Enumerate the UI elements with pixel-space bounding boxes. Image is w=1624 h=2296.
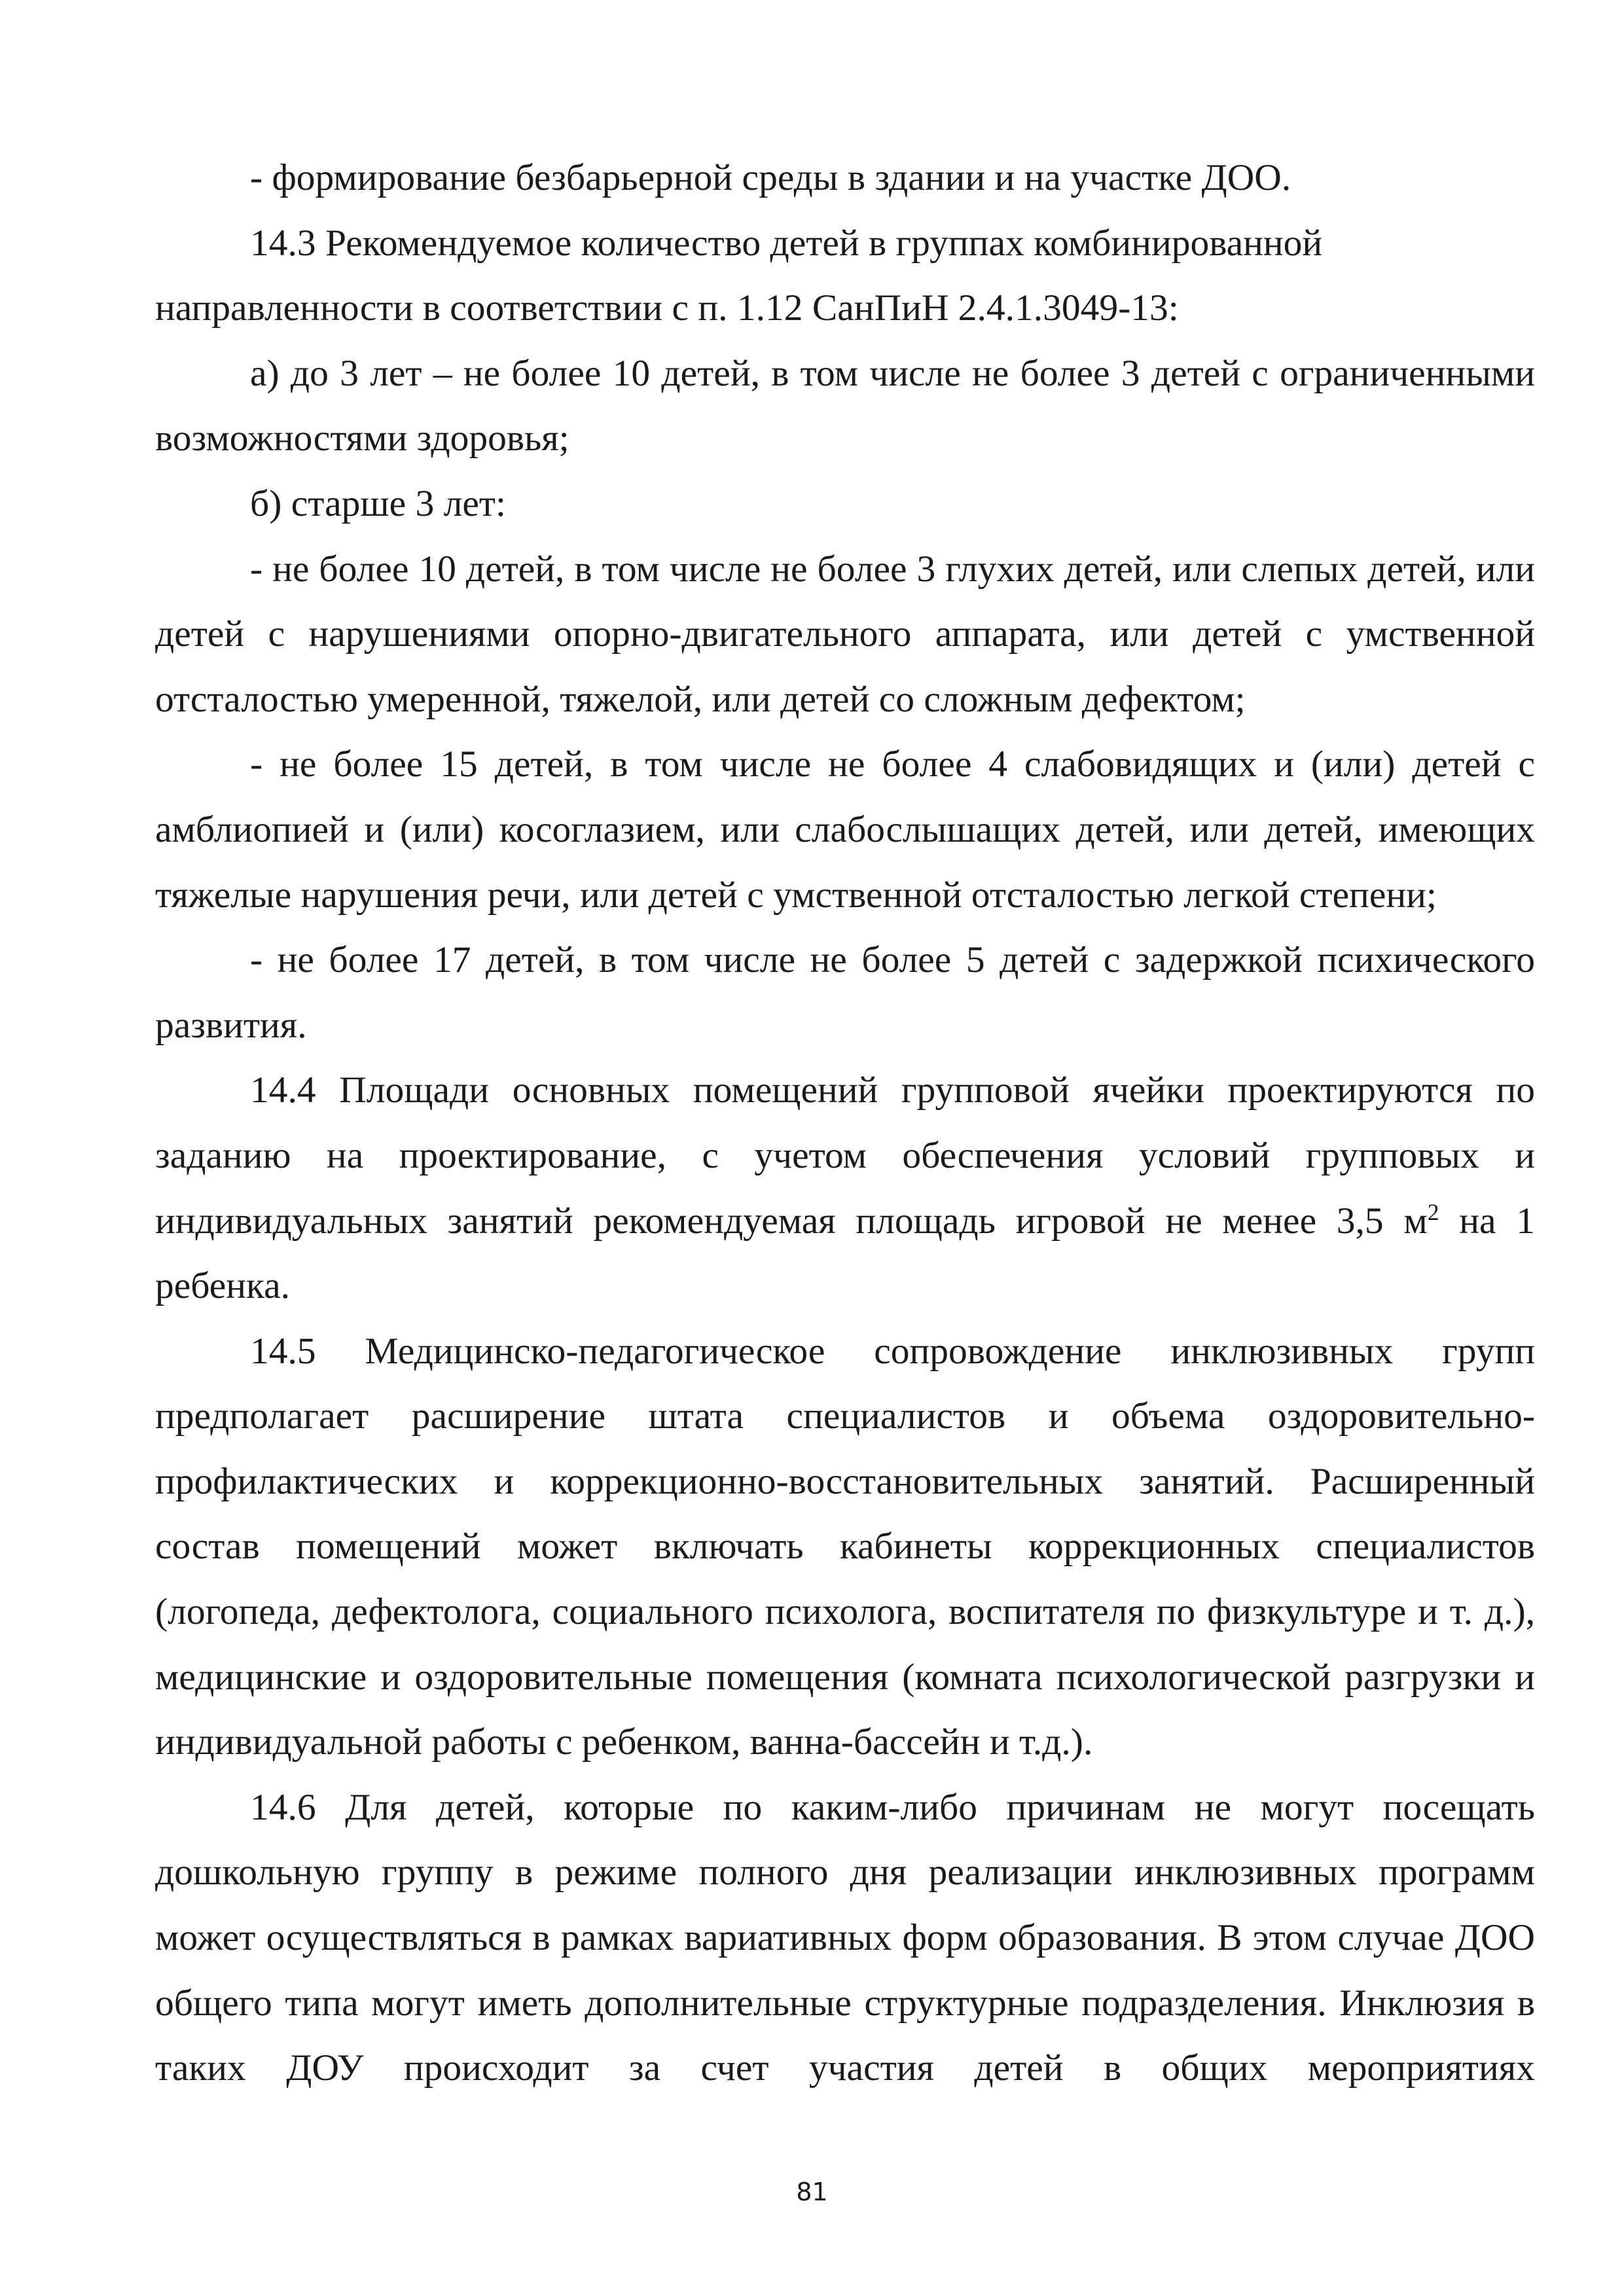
- paragraph-max-17: - не более 17 детей, в том числе не более 5 детей с задержкой психического развития.: [155, 939, 1535, 1046]
- paragraph-barrier-free: - формирование безбарьерной среды в здании и на участке ДОО.: [250, 157, 1291, 198]
- square-meter-superscript: 2: [1427, 1198, 1439, 1225]
- paragraph-14-6: 14.6 Для детей, которые по каким-либо причинам не могут посещать дошкольную группу в режиме полного дня реализации инклюзивных программ может осуществляться в рамках вариативных форм образования. В этом случае ДОО общего типа могут иметь дополнительные структурные подразделения. Инклюзия в таких ДОУ происходит за счет участия детей в общих мероприятиях: [155, 1786, 1535, 2089]
- paragraph-under-3: а) до 3 лет – не более 10 детей, в том числе не более 3 детей с ограниченными возможностями здоровья;: [155, 352, 1535, 459]
- paragraph-max-10: - не более 10 детей, в том числе не более 3 глухих детей, или слепых детей, или детей с нарушениями опорно-двигательного аппарата, или детей с умственной отсталостью умеренной, тяжелой, или детей со сложным дефектом;: [155, 548, 1535, 720]
- paragraph-14-3: 14.3 Рекомендуемое количество детей в группах комбинированной направленности в соответствии с п. 1.12 СанПиН 2.4.1.3049-13:: [155, 222, 1323, 329]
- paragraph-14-4-text: 14.4 Площади основных помещений групповой ячейки проектируются по заданию на проектирование, с учетом обеспечения условий групповых и индивидуальных занятий рекомендуемая площадь игровой не менее 3,5 м: [155, 1069, 1535, 1242]
- page-number: 81: [796, 2178, 828, 2206]
- paragraph-14-4-tail: на 1 ребенка.: [155, 1200, 1536, 1307]
- paragraph-over-3: б) старше 3 лет:: [250, 482, 507, 524]
- document-body: [155, 145, 1535, 2101]
- paragraph-14-4: [155, 1058, 1535, 1318]
- paragraph-14-5: 14.5 Медицинско-педагогическое сопровождение инклюзивных групп предполагает расширение штата специалистов и объема оздоровительно-профилактических и коррекционно-восстановительных занятий. Расширенный состав помещений может включать кабинеты коррекционных специалистов (логопеда, дефектолога, социального психолога, воспитателя по физкультуре и т. д.), медицинские и оздоровительные помещения (комната психологической разгрузки и индивидуальной работы с ребенком, ванна-бассейн и т.д.).: [155, 1330, 1535, 1763]
- paragraph-max-15: - не более 15 детей, в том числе не более 4 слабовидящих и (или) детей с амблиопией и (или) косоглазием, или слабослышащих детей, или детей, имеющих тяжелые нарушения речи, или детей с умственной отсталостью легкой степени;: [155, 744, 1535, 916]
